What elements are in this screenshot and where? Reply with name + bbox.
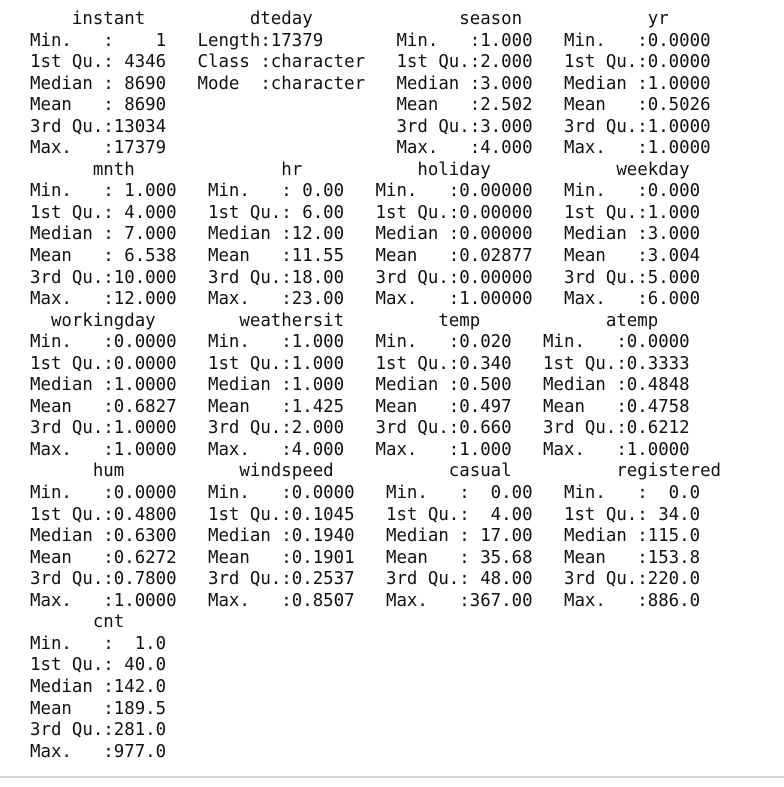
output-line: workingday weathersit temp atemp [30,310,732,331]
output-line: mnth hr holiday weekday [30,159,742,180]
output-line: Median : 8690 Mode :character Median :3.000 Median :1.0000 [30,73,732,94]
output-line: Median :142.0 [30,676,188,697]
output-line: Mean : 8690 Mean :2.502 Mean :0.5026 [30,95,732,116]
output-line: Min. : 1.000 Min. : 0.00 Min. :0.00000 Min. :0.000 [30,181,722,202]
output-line: Max. :1.0000 Max. :0.8507 Max. :367.00 Max. :886.0 [30,590,722,611]
output-line: Min. : 1 Length:17379 Min. :1.000 Min. :0.0000 [30,30,732,51]
output-line: 3rd Qu.:0.7800 3rd Qu.:0.2537 3rd Qu.: 48.00 3rd Qu.:220.0 [30,569,722,590]
output-line: Mean : 6.538 Mean :11.55 Mean :0.02877 Mean :3.004 [30,246,722,267]
output-line: 1st Qu.:0.0000 1st Qu.:1.000 1st Qu.:0.340 1st Qu.:0.3333 [30,353,711,374]
output-line: 3rd Qu.:1.0000 3rd Qu.:2.000 3rd Qu.:0.660 3rd Qu.:0.6212 [30,418,711,439]
output-line: 1st Qu.: 4.000 1st Qu.: 6.00 1st Qu.:0.00000 1st Qu.:1.000 [30,202,722,223]
output-line: Max. :12.000 Max. :23.00 Max. :1.00000 Max. :6.000 [30,289,722,310]
summary-output [30,9,752,763]
panel-bottom-border [0,776,784,778]
output-line: cnt [30,612,188,633]
output-line: 3rd Qu.:281.0 [30,720,188,741]
output-line: 1st Qu.:0.4800 1st Qu.:0.1045 1st Qu.: 4.00 1st Qu.: 34.0 [30,504,722,525]
output-line: instant dteday season yr [30,9,753,29]
output-line: 1st Qu.: 4346 Class :character 1st Qu.:2.000 1st Qu.:0.0000 [30,52,732,73]
output-line: Mean :0.6272 Mean :0.1901 Mean : 35.68 Mean :153.8 [30,547,722,568]
output-line: 3rd Qu.:10.000 3rd Qu.:18.00 3rd Qu.:0.00000 3rd Qu.:5.000 [30,267,722,288]
output-line: Min. :0.0000 Min. :1.000 Min. :0.020 Min. :0.0000 [30,332,711,353]
output-line: Max. :1.0000 Max. :4.000 Max. :1.000 Max. :1.0000 [30,439,711,460]
output-line: Median :0.6300 Median :0.1940 Median : 17.00 Median :115.0 [30,526,722,547]
output-line: hum windspeed casual registered [30,461,753,482]
output-line: Max. :17379 Max. :4.000 Max. :1.0000 [30,138,732,159]
output-line: Min. :0.0000 Min. :0.0000 Min. : 0.00 Min. : 0.0 [30,483,722,504]
output-line: Min. : 1.0 [30,633,188,654]
output-line: 3rd Qu.:13034 3rd Qu.:3.000 3rd Qu.:1.0000 [30,116,732,137]
output-line: Max. :977.0 [30,741,188,762]
output-line: Median :1.0000 Median :1.000 Median :0.500 Median :0.4848 [30,375,711,396]
output-line: Mean :0.6827 Mean :1.425 Mean :0.497 Mean :0.4758 [30,396,711,417]
output-line: 1st Qu.: 40.0 [30,655,188,676]
output-line: Mean :189.5 [30,698,188,719]
output-line: Median : 7.000 Median :12.00 Median :0.00000 Median :3.000 [30,224,722,245]
